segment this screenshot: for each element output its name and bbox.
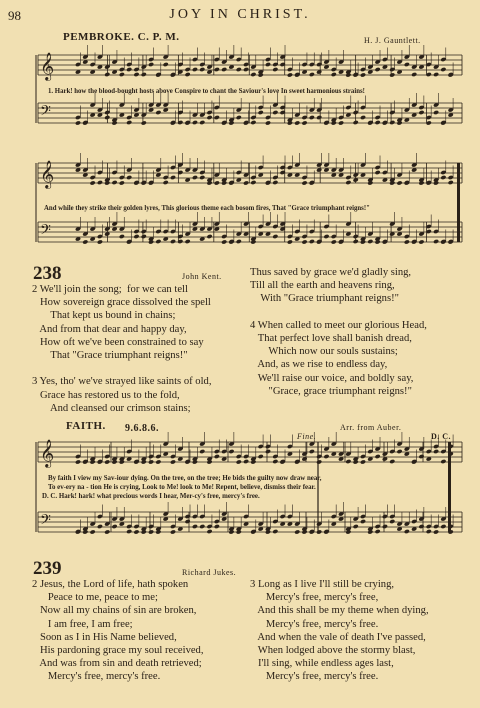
- note-head: [360, 115, 366, 120]
- note-head: [433, 72, 439, 77]
- note-head: [119, 234, 125, 239]
- note-head: [433, 529, 439, 534]
- note-head: [170, 175, 176, 180]
- hymn-239-left-column: 2 Jesus, the Lord of life, hath spoken Peace to me, peace to me; Now all my chains of sin are broken, I am free, I am free; Soon as I in His Name believed, His pardoning grace my soul received, And was from sin and death retrieved; Mercy's free, mercy's free.: [32, 579, 204, 683]
- note-head: [360, 459, 366, 464]
- note-head: [440, 459, 446, 464]
- note-head: [294, 529, 300, 534]
- note-head: [411, 72, 417, 77]
- note-head: [206, 234, 212, 239]
- note-head: [323, 454, 329, 459]
- note-head: [155, 459, 161, 464]
- note-head: [104, 459, 110, 464]
- note-head: [272, 180, 278, 185]
- tune-title-pembroke: PEMBROKE. C. P. M.: [63, 31, 180, 43]
- note-head: [323, 234, 329, 239]
- note-head: [272, 67, 278, 72]
- page-title: JOY IN CHRIST.: [169, 7, 311, 22]
- note-head: [353, 120, 359, 125]
- note-head: [367, 239, 373, 244]
- note-head: [404, 529, 410, 534]
- note-head: [375, 67, 381, 72]
- note-head: [389, 519, 395, 524]
- note-head: [141, 120, 147, 125]
- note-head: [97, 524, 103, 529]
- note-head: [148, 62, 154, 67]
- note-head: [206, 115, 212, 120]
- final-barline: [448, 442, 451, 532]
- note-head: [163, 62, 169, 67]
- note-head: [345, 180, 351, 185]
- note-head: [133, 529, 139, 534]
- note-head: [287, 72, 293, 77]
- note-head: [214, 180, 220, 185]
- note-head: [265, 62, 271, 67]
- dc-marking: D. C.: [431, 432, 452, 441]
- tune2-lyric-line-2: To ev-ery na - tion He is crying, Look to Me! look to Me! Repent, believe, dismiss their fear.: [48, 484, 316, 491]
- note-head: [309, 449, 315, 454]
- clef-symbol: 𝄢: [40, 103, 51, 123]
- note-head: [440, 67, 446, 72]
- note-head: [301, 120, 307, 125]
- note-head: [404, 62, 410, 67]
- note-head: [221, 239, 227, 244]
- note-head: [272, 110, 278, 115]
- note-head: [185, 239, 191, 244]
- note-head: [272, 234, 278, 239]
- note-head: [375, 120, 381, 125]
- note-head: [126, 120, 132, 125]
- note-head: [316, 459, 322, 464]
- note-head: [104, 529, 110, 534]
- note-head: [236, 459, 242, 464]
- note-head: [104, 115, 110, 120]
- note-head: [265, 449, 271, 454]
- note-head: [316, 115, 322, 120]
- note-head: [309, 72, 315, 77]
- tune1-lyric-line-2: And while they strike their golden lyres, This glorious theme each bosom fires, That "Grace triumphant reigns!": [44, 205, 370, 212]
- note-head: [250, 180, 256, 185]
- page-number: 98: [8, 8, 21, 23]
- note-head: [338, 120, 344, 125]
- note-head: [396, 180, 402, 185]
- note-head: [258, 110, 264, 115]
- tune2-lyric-line-1: By faith I view my Sav-iour dying. On the tree, on the tree; He bids the guilty now draw near,: [48, 475, 322, 482]
- note-head: [375, 454, 381, 459]
- tune-arranger: Arr. from Auber.: [340, 423, 402, 432]
- note-head: [199, 524, 205, 529]
- tune1-lyric-line-1: 1. Hark! how the blood-bought hosts above Conspire to chant the Saviour's love In sweet harmonious strains!: [48, 88, 365, 95]
- note-head: [199, 175, 205, 180]
- note-head: [82, 239, 88, 244]
- note-head: [418, 524, 424, 529]
- note-head: [97, 239, 103, 244]
- note-head: [119, 180, 125, 185]
- note-head: [148, 529, 154, 534]
- note-head: [389, 120, 395, 125]
- note-head: [309, 239, 315, 244]
- note-head: [440, 524, 446, 529]
- note-head: [243, 67, 249, 72]
- note-head: [433, 239, 439, 244]
- note-head: [170, 239, 176, 244]
- note-head: [316, 529, 322, 534]
- note-head: [258, 454, 264, 459]
- note-head: [170, 529, 176, 534]
- tune-title-faith: FAITH.: [66, 420, 106, 432]
- clef-symbol: 𝄞: [40, 439, 55, 467]
- note-head: [192, 175, 198, 180]
- clef-symbol: 𝄞: [40, 160, 55, 188]
- note-head: [141, 72, 147, 77]
- note-head: [360, 72, 366, 77]
- hymn-238-left-column: 2 We'll join the song; for we can tell How sovereign grace dissolved the spell That kept us bound in chains; And from that dear and happy day, How oft we've been constrained to say That "Grace triumphant reigns!" 3 Yes, tho' we've strayed like saints of old, Grace has restored us to the fold, And cleansed our crimson stains;: [32, 284, 212, 414]
- note-head: [353, 524, 359, 529]
- note-head: [440, 175, 446, 180]
- clef-symbol: 𝄢: [40, 512, 51, 532]
- note-head: [382, 524, 388, 529]
- note-head: [272, 529, 278, 534]
- hymn-number-238: 238: [33, 263, 62, 284]
- note-head: [375, 529, 381, 534]
- note-head: [426, 529, 432, 534]
- note-head: [126, 529, 132, 534]
- note-head: [250, 120, 256, 125]
- note-head: [433, 449, 439, 454]
- note-head: [360, 519, 366, 524]
- note-head: [111, 524, 117, 529]
- note-head: [126, 175, 132, 180]
- note-head: [228, 449, 234, 454]
- note-head: [133, 234, 139, 239]
- note-head: [301, 180, 307, 185]
- note-head: [404, 239, 410, 244]
- note-head: [104, 72, 110, 77]
- tune2-lyric-line-3: D. C. Hark! hark! what precious words I hear, Mer-cy's free, mercy's free.: [42, 493, 260, 500]
- note-head: [265, 120, 271, 125]
- note-head: [155, 110, 161, 115]
- note-head: [199, 120, 205, 125]
- tune-composer: H. J. Gauntlett.: [364, 36, 421, 45]
- note-head: [418, 454, 424, 459]
- note-head: [163, 180, 169, 185]
- clef-symbol: 𝄞: [40, 52, 55, 80]
- hymn-239-right-column: 3 Long as I live I'll still be crying, Mercy's free, mercy's free, And this shall be my theme when dying, Mercy's free, mercy's free. And when the vale of death I've passed, When lodged above the stormy blast, I'll sing, while endless ages last, Mercy's free, mercy's free.: [250, 579, 429, 683]
- note-head: [185, 72, 191, 77]
- fine-marking: Fine.: [297, 432, 317, 441]
- note-head: [309, 115, 315, 120]
- note-head: [375, 170, 381, 175]
- note-head: [126, 67, 132, 72]
- note-head: [331, 239, 337, 244]
- note-head: [250, 72, 256, 77]
- note-head: [214, 454, 220, 459]
- note-head: [199, 449, 205, 454]
- note-head: [389, 459, 395, 464]
- note-head: [353, 239, 359, 244]
- note-head: [133, 72, 139, 77]
- tune-meter: 9.6.8.6.: [125, 423, 159, 434]
- final-barline: [457, 163, 460, 242]
- note-head: [170, 459, 176, 464]
- note-head: [418, 110, 424, 115]
- note-head: [185, 519, 191, 524]
- note-head: [141, 234, 147, 239]
- note-head: [243, 459, 249, 464]
- note-head: [90, 180, 96, 185]
- note-head: [75, 459, 81, 464]
- note-head: [206, 529, 212, 534]
- note-head: [287, 239, 293, 244]
- note-head: [119, 72, 125, 77]
- note-head: [301, 239, 307, 244]
- note-head: [448, 180, 454, 185]
- note-head: [90, 529, 96, 534]
- note-head: [236, 239, 242, 244]
- note-head: [199, 67, 205, 72]
- note-head: [294, 120, 300, 125]
- clef-symbol: 𝄢: [40, 222, 51, 242]
- note-head: [97, 180, 103, 185]
- note-head: [236, 67, 242, 72]
- note-head: [433, 110, 439, 115]
- note-head: [345, 459, 351, 464]
- hymn-238-author: John Kent.: [182, 272, 222, 281]
- note-head: [214, 67, 220, 72]
- hymn-239-author: Richard Jukes.: [182, 568, 237, 577]
- note-head: [148, 459, 154, 464]
- note-head: [272, 459, 278, 464]
- note-head: [192, 67, 198, 72]
- note-head: [192, 120, 198, 125]
- note-head: [396, 449, 402, 454]
- note-head: [221, 67, 227, 72]
- note-head: [214, 115, 220, 120]
- note-head: [192, 524, 198, 529]
- note-head: [418, 239, 424, 244]
- note-head: [111, 180, 117, 185]
- hymn-238-right-column: Thus saved by grace we'd gladly sing, Till all the earth and heavens ring, With "Grace triumphant reigns!" 4 When called to meet our glorious Head, That perfect love shall banish dread, Which now our souls sustains; And, as we rise to endless day, We'll raise our voice, and boldly say, "Grace, grace triumphant reigns!": [250, 267, 427, 397]
- note-head: [214, 524, 220, 529]
- note-head: [236, 115, 242, 120]
- note-head: [331, 72, 337, 77]
- note-head: [243, 180, 249, 185]
- note-head: [75, 120, 81, 125]
- note-head: [155, 239, 161, 244]
- note-head: [389, 72, 395, 77]
- hymn-number-239: 239: [33, 558, 62, 579]
